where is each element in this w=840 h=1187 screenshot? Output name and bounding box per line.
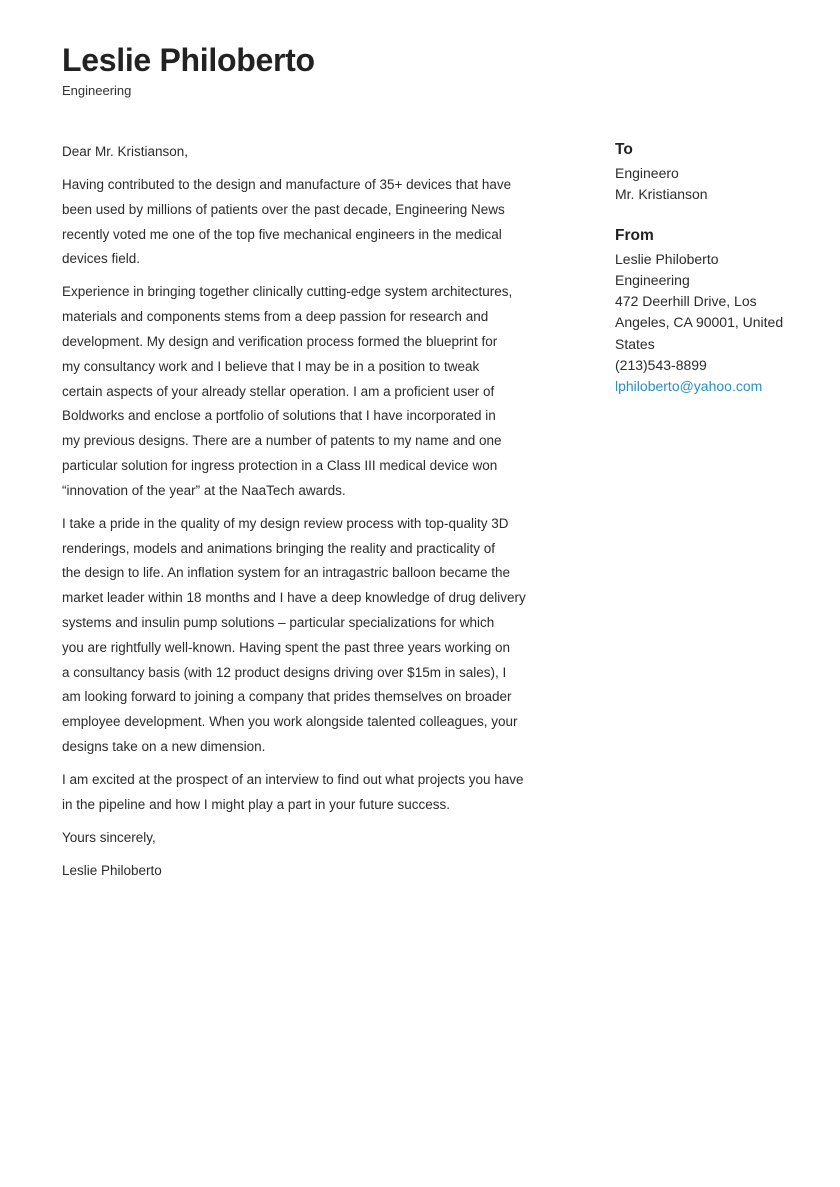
to-section: [615, 139, 815, 206]
paragraph-line: I take a pride in the quality of my design review process with top-quality 3D: [62, 515, 509, 531]
paragraph-line: am looking forward to joining a company that prides themselves on broader: [62, 689, 512, 705]
letter-paragraph: [62, 280, 562, 503]
paragraph-line: I am excited at the prospect of an interview to find out what projects you have: [62, 771, 524, 787]
paragraph-line: renderings, models and animations bringing the reality and practicality of: [62, 540, 495, 556]
email-link[interactable]: lphiloberto@yahoo.com: [615, 378, 763, 395]
to-heading: To: [615, 141, 633, 158]
paragraph-line: development. My design and verification process formed the blueprint for: [62, 333, 498, 349]
paragraph-line: materials and components stems from a deep passion for research and: [62, 309, 489, 325]
paragraph-line: market leader within 18 months and I have a deep knowledge of drug delivery: [62, 590, 526, 606]
letter-body: [62, 140, 562, 892]
letter-paragraph: [62, 768, 562, 818]
closing: Yours sincerely,: [62, 829, 156, 845]
sidebar: [615, 139, 815, 416]
applicant-name: Leslie Philoberto: [62, 42, 315, 78]
signature: Leslie Philoberto: [62, 862, 162, 878]
greeting: Dear Mr. Kristianson,: [62, 144, 189, 159]
paragraph-line: a consultancy basis (with 12 product designs driving over $15m in sales), I: [62, 664, 507, 680]
paragraph-line: my consultancy work and I believe that I may be in a position to tweak: [62, 358, 480, 374]
paragraph-line: my previous designs. There are a number of patents to my name and one: [62, 433, 502, 449]
from-heading: From: [615, 226, 654, 244]
address-line: 472 Deerhill Drive, Los: [615, 293, 757, 310]
address-line: States: [615, 335, 655, 352]
paragraph-line: employee development. When you work alongside talented colleagues, your: [62, 714, 518, 730]
phone: (213)543-8899: [615, 356, 707, 373]
to-company: Engineero: [615, 165, 679, 182]
paragraph-line: devices field.: [62, 251, 141, 267]
paragraph-line: Experience in bringing together clinically cutting-edge system architectures,: [62, 284, 513, 300]
paragraph-line: been used by millions of patients over the past decade, Engineering News: [62, 201, 505, 217]
paragraph-line: you are rightfully well-known. Having spent the past three years working on: [62, 639, 510, 655]
to-recipient: Mr. Kristianson: [615, 186, 708, 203]
paragraph-line: “innovation of the year” at the NaaTech awards.: [62, 482, 346, 498]
paragraph-line: the design to life. An inflation system for an intragastric balloon became the: [62, 565, 511, 581]
letter-paragraphs: [62, 173, 562, 817]
from-name: Leslie Philoberto: [615, 250, 719, 267]
address-line: Angeles, CA 90001, United: [615, 314, 784, 331]
paragraph-line: certain aspects of your already stellar operation. I am a proficient user of: [62, 383, 495, 399]
paragraph-line: Boldworks and enclose a portfolio of solutions that I have incorporated in: [62, 408, 496, 424]
letter-paragraph: [62, 173, 562, 272]
paragraph-line: designs take on a new dimension.: [62, 738, 266, 754]
from-department: Engineering: [615, 272, 690, 289]
paragraph-line: recently voted me one of the top five mechanical engineers in the medical: [62, 226, 502, 242]
paragraph-line: systems and insulin pump solutions – particular specializations for which: [62, 614, 495, 630]
paragraph-line: Having contributed to the design and manufacture of 35+ devices that have: [62, 176, 512, 192]
paragraph-line: particular solution for ingress protection in a Class III medical device won: [62, 457, 498, 473]
letter-paragraph: [62, 512, 562, 760]
paragraph-line: in the pipeline and how I might play a part in your future success.: [62, 796, 450, 812]
applicant-title: Engineering: [62, 83, 132, 98]
from-section: [615, 225, 815, 398]
